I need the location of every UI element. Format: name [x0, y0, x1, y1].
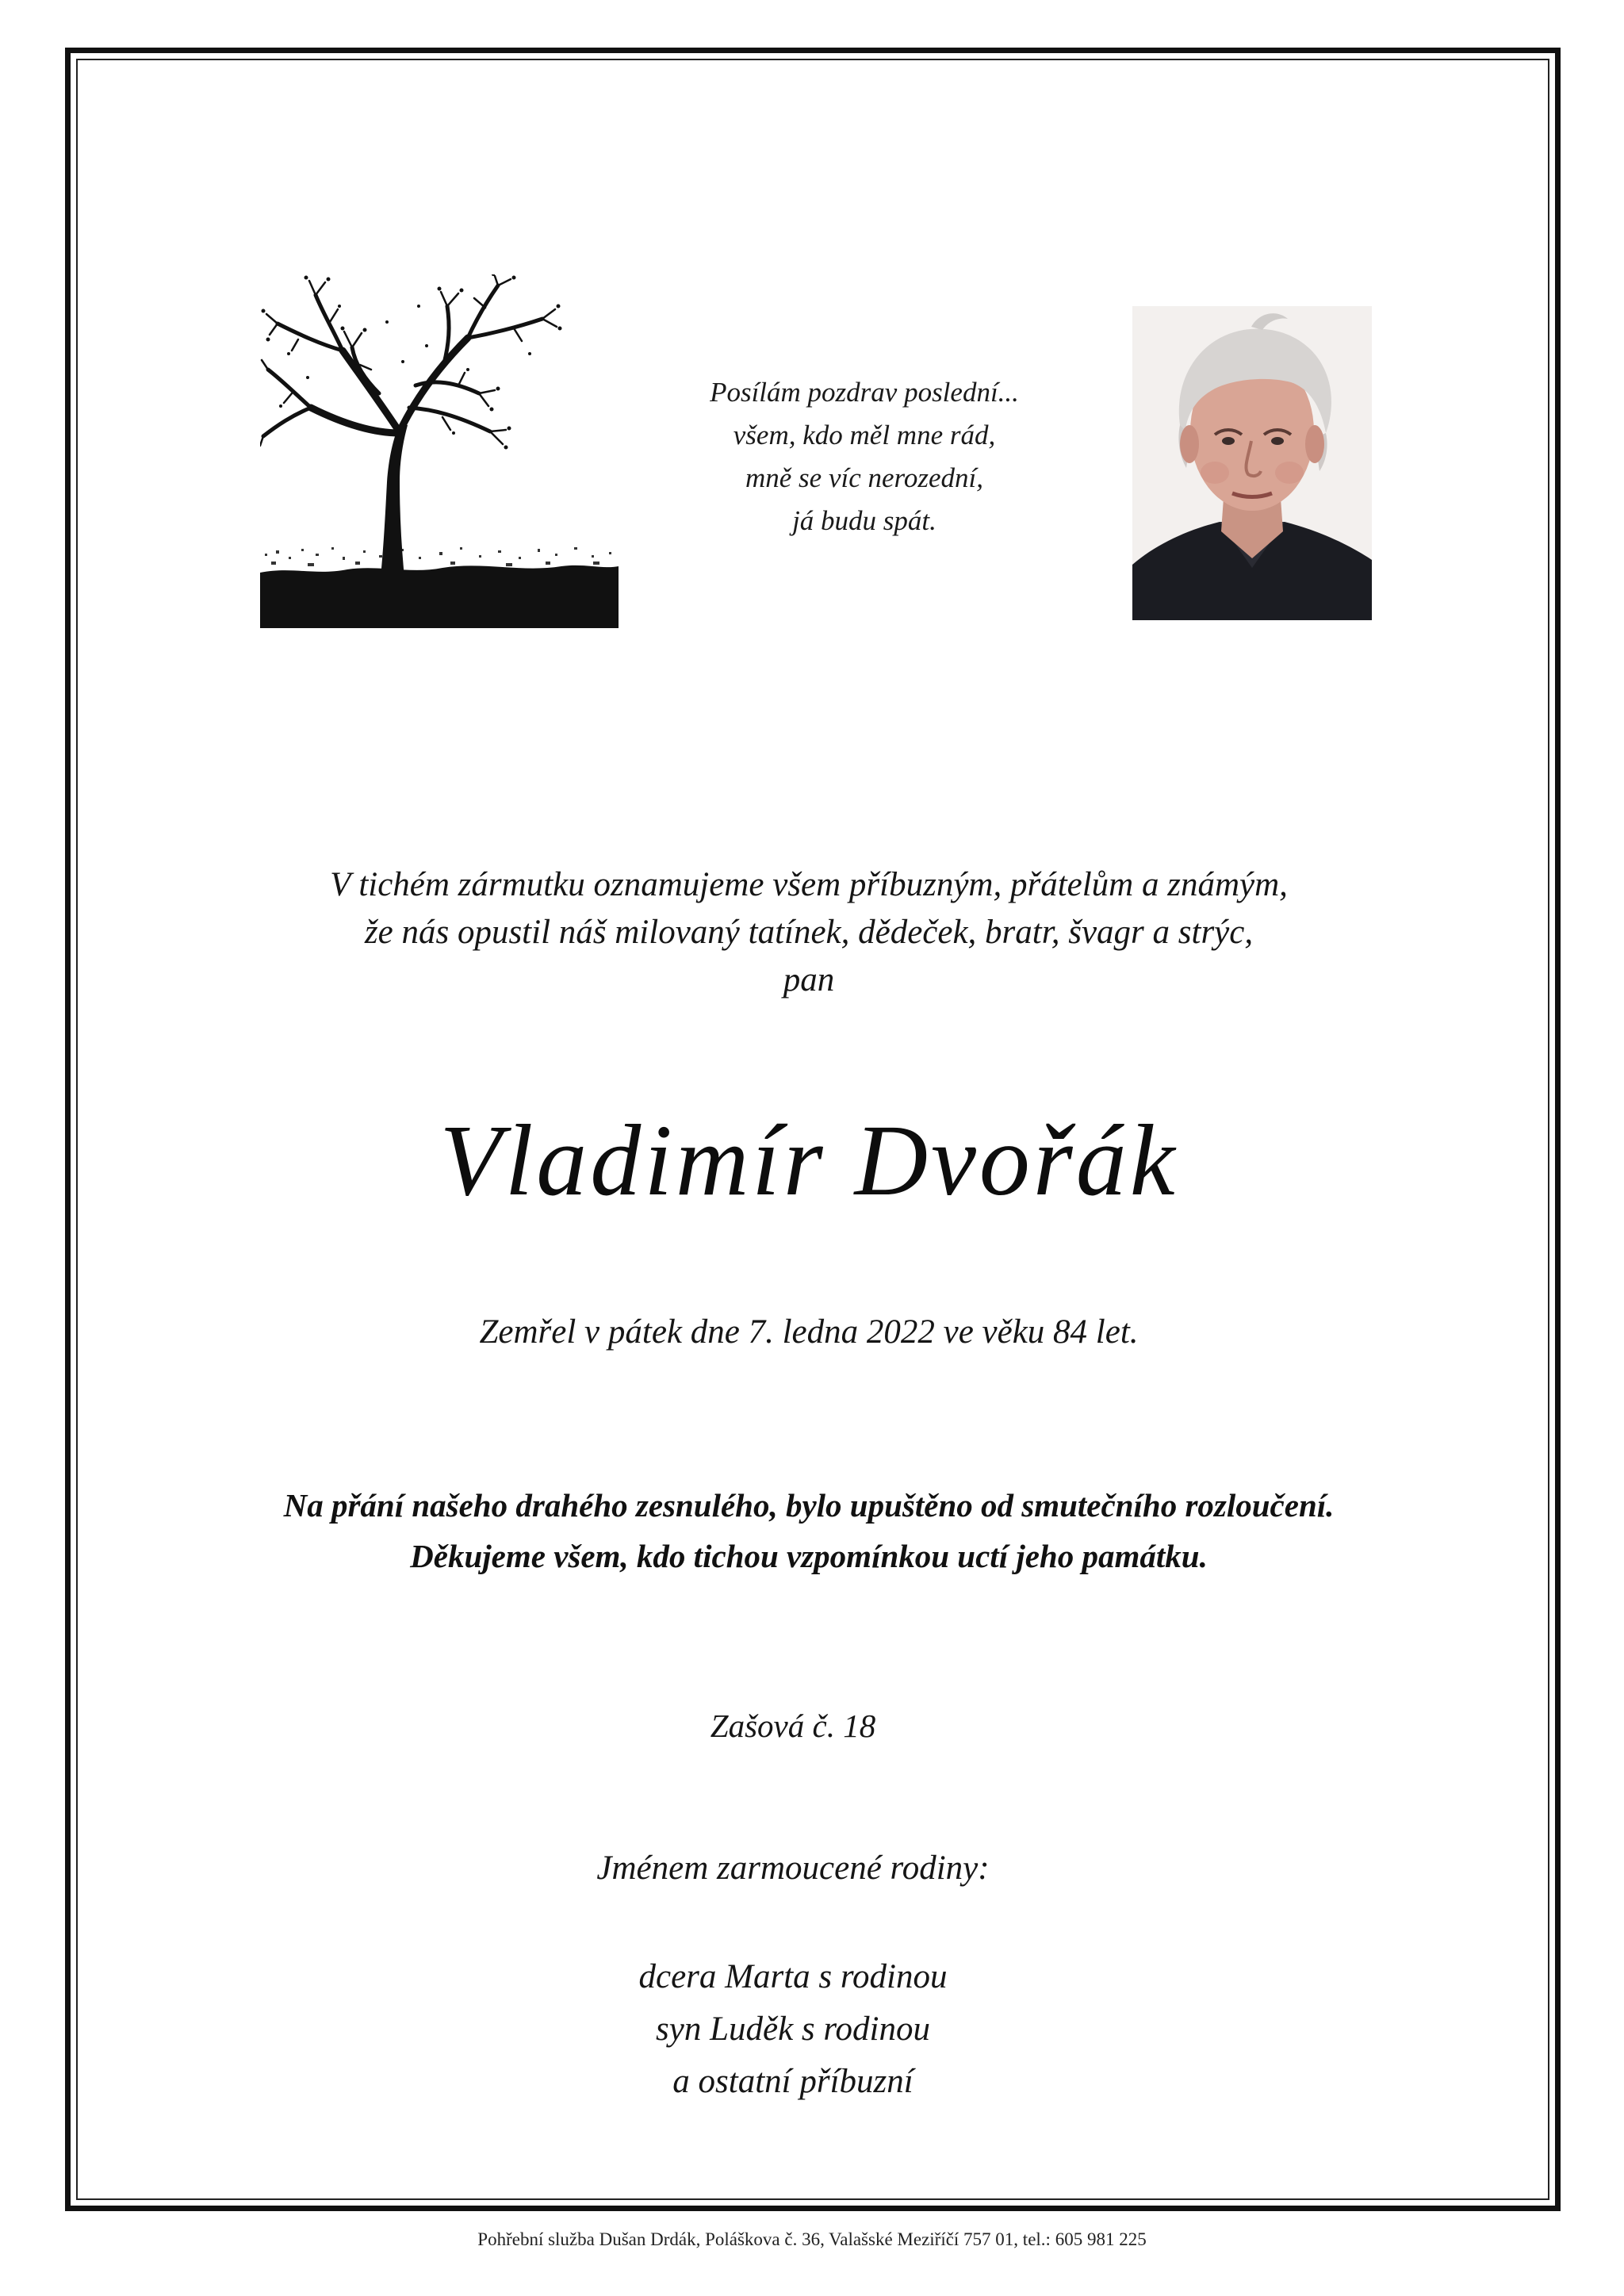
- family-member: dcera Marta s rodinou: [638, 1958, 948, 1995]
- family-heading: Jménem zarmoucené rodiny:: [596, 1849, 990, 1887]
- poem-line: všem, kdo měl mne rád,: [733, 420, 996, 450]
- deceased-name: Vladimír Dvořák: [439, 1104, 1178, 1217]
- poem-line: já budu spát.: [792, 505, 936, 536]
- portrait-photo: [1132, 306, 1372, 620]
- farewell-wish: [119, 1480, 1499, 1581]
- poem-line: mně se víc nerozední,: [745, 462, 983, 493]
- family-member: a ostatní příbuzní: [672, 2063, 914, 2100]
- family-members: [119, 1951, 1467, 2108]
- announcement-line: pan: [783, 961, 835, 999]
- wish-line: Na přání našeho drahého zesnulého, bylo upuštěno od smutečního rozloučení.: [283, 1487, 1335, 1524]
- address: Zašová č. 18: [710, 1708, 876, 1744]
- poem-line: Posílám pozdrav poslední...: [710, 377, 1019, 408]
- announcement-line: že nás opustil náš milovaný tatínek, dědeček, bratr, švagr a strýc,: [364, 914, 1254, 951]
- funeral-service-footer: Pohřební služba Dušan Drdák, Poláškova č. 36, Valašské Meziříčí 757 01, tel.: 605 981 225: [477, 2229, 1147, 2249]
- family-member: syn Luděk s rodinou: [656, 2010, 930, 2048]
- announcement: [119, 861, 1499, 1004]
- wish-line: Děkujeme všem, kdo tichou vzpomínkou uctí jeho památku.: [410, 1538, 1208, 1574]
- death-notice: Zemřel v pátek dne 7. ledna 2022 ve věku 84 let.: [479, 1313, 1139, 1351]
- bare-tree-icon: [260, 274, 619, 628]
- announcement-line: V tichém zármutku oznamujeme všem příbuzným, přátelům a známým,: [330, 866, 1288, 903]
- poem: [619, 371, 1110, 542]
